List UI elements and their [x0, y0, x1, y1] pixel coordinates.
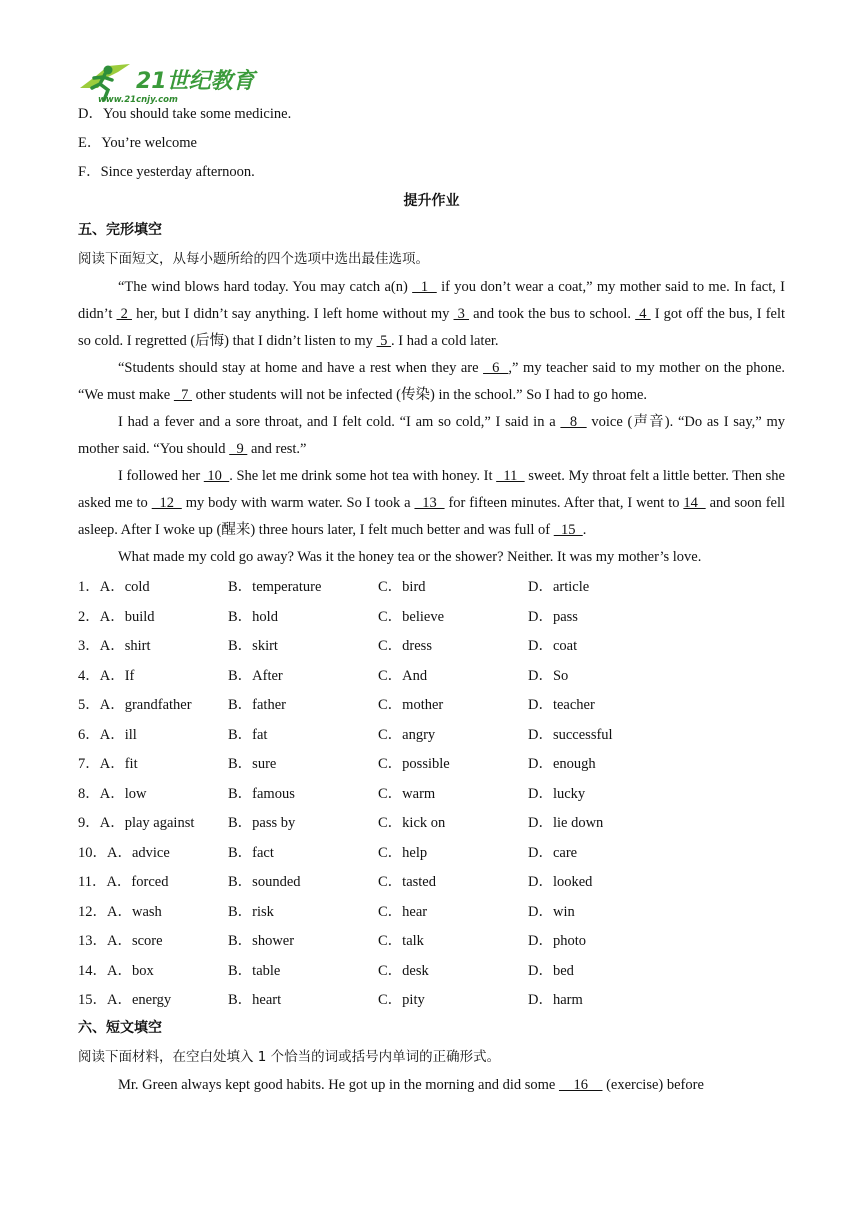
option-d: D．teacher: [528, 697, 595, 714]
option-a: 11．A．forced: [78, 874, 169, 891]
option-b: B．fact: [228, 844, 274, 861]
answer-blank: 15: [553, 522, 583, 538]
answer-blank: 5: [376, 333, 392, 349]
previous-option-f: F．Since yesterday afternoon.: [78, 164, 255, 180]
option-b: B．After: [228, 667, 283, 684]
passage-paragraph: “The wind blows hard today. You may catch a(n) 1 if you don’t wear a coat,” my mother said to me. In fact, I didn’t 2 her, but I didn’t say anything. I left home without my 3 and took the bus to school. 4 I got off the bus, I felt so cold. I regretted (后悔) that I didn’t listen to my 5 . I had a cold later.: [78, 279, 786, 349]
option-d: D．pass: [528, 608, 578, 625]
option-a: 2．A．build: [78, 608, 155, 625]
option-c: C．And: [378, 667, 428, 684]
option-a: 1．A．cold: [78, 579, 150, 596]
question-row: [78, 601, 785, 631]
logo-brand-text: 21世纪教育: [136, 69, 255, 94]
answer-blank: 6: [483, 360, 509, 376]
option-d: D．So: [528, 667, 569, 684]
option-c: C．believe: [378, 608, 445, 625]
option-d: D．article: [528, 579, 590, 596]
question-row: [78, 807, 785, 837]
option-a: 5．A．grandfather: [78, 697, 192, 714]
answer-blank: 7: [173, 387, 192, 403]
option-d: D．looked: [528, 874, 593, 891]
passage-paragraph: What made my cold go away? Was it the honey tea or the shower? Neither. It was my mother’s love.: [118, 549, 702, 565]
option-c: C．angry: [378, 726, 436, 743]
question-row: [78, 719, 785, 749]
passage-paragraph: “Students should stay at home and have a rest when they are 6 ,” my teacher said to my mother on the phone. “We must make 7 other students will not be infected (传染) in the school.” So I had to go home.: [78, 360, 786, 403]
question-row: [78, 925, 785, 955]
question-row: [78, 984, 785, 1014]
option-c: C．tasted: [378, 874, 436, 891]
question-row: [78, 571, 785, 601]
option-c: C．warm: [378, 785, 436, 802]
option-a: 4．A．If: [78, 667, 135, 684]
option-b: B．shower: [228, 933, 295, 950]
option-a: 9．A．play against: [78, 815, 195, 832]
question-row: [78, 660, 785, 690]
option-a: 12．A．wash: [78, 903, 162, 920]
answer-blank: 12: [151, 495, 182, 511]
option-a: 10．A．advice: [78, 844, 170, 861]
options-table: [78, 571, 785, 1014]
option-c: C．talk: [378, 933, 424, 950]
cloze-passage: [78, 274, 785, 571]
option-d: D．harm: [528, 992, 583, 1009]
option-b: B．sure: [228, 756, 277, 773]
option-a: 3．A．shirt: [78, 638, 151, 655]
option-a: 14．A．box: [78, 962, 154, 979]
part5-instruction: 阅读下面短文，从每小题所给的四个选项中选出最佳选项。: [78, 251, 429, 267]
option-a: 8．A．low: [78, 785, 147, 802]
option-b: B．sounded: [228, 874, 301, 891]
answer-blank: 14: [683, 495, 706, 511]
option-c: C．bird: [378, 579, 426, 596]
option-c: C．kick on: [378, 815, 446, 832]
answer-blank: 1: [412, 279, 437, 295]
option-b: B．pass by: [228, 815, 296, 832]
option-a: 13．A．score: [78, 933, 163, 950]
option-a: 6．A．ill: [78, 726, 137, 743]
question-row: [78, 866, 785, 896]
logo-url-text: www.21cnjy.com: [98, 95, 178, 105]
document-body: [78, 100, 785, 1099]
part5-heading: 五、完形填空: [78, 222, 162, 238]
question-row: [78, 748, 785, 778]
section-title: 提升作业: [403, 193, 460, 209]
option-b: B．famous: [228, 785, 295, 802]
question-row: [78, 689, 785, 719]
option-c: C．help: [378, 844, 428, 861]
option-d: D．lie down: [528, 815, 604, 832]
answer-blank: 2: [116, 306, 132, 322]
option-c: C．pity: [378, 992, 425, 1009]
option-d: D．enough: [528, 756, 596, 773]
answer-blank: 11: [496, 468, 525, 484]
option-b: B．skirt: [228, 638, 278, 655]
option-b: B．temperature: [228, 579, 322, 596]
option-d: D．bed: [528, 962, 574, 979]
option-d: D．photo: [528, 933, 586, 950]
option-d: D．lucky: [528, 785, 586, 802]
option-d: D．win: [528, 903, 575, 920]
option-b: B．fat: [228, 726, 268, 743]
option-c: C．possible: [378, 756, 450, 773]
option-d: D．coat: [528, 638, 578, 655]
option-c: C．desk: [378, 962, 429, 979]
question-row: [78, 630, 785, 660]
option-a: 7．A．fit: [78, 756, 138, 773]
option-c: C．hear: [378, 903, 428, 920]
answer-blank: 8: [560, 414, 587, 430]
answer-blank: 9: [229, 441, 248, 457]
answer-blank: 10: [203, 468, 230, 484]
answer-blank: 16: [558, 1076, 603, 1093]
part6-passage: Mr. Green always kept good habits. He got up in the morning and did some 16 (exercise) before: [118, 1076, 704, 1093]
option-b: B．table: [228, 962, 281, 979]
passage-paragraph: I had a fever and a sore throat, and I felt cold. “I am so cold,” I said in a 8 voice (声音). “Do as I say,” my mother said. “You should 9 and rest.”: [78, 414, 785, 457]
option-b: B．risk: [228, 903, 274, 920]
part6-heading: 六、短文填空: [78, 1019, 162, 1036]
option-d: D．successful: [528, 726, 613, 743]
option-b: B．hold: [228, 608, 278, 625]
option-d: D．care: [528, 844, 578, 861]
previous-option-e: E．You’re welcome: [78, 135, 197, 151]
option-b: B．heart: [228, 992, 282, 1009]
answer-blank: 13: [414, 495, 445, 511]
question-row: [78, 896, 785, 926]
part6-instruction: 阅读下面材料，在空白处填入 1 个恰当的词或括号内单词的正确形式。: [78, 1048, 501, 1065]
question-row: [78, 955, 785, 985]
previous-option-d: D．You should take some medicine.: [78, 106, 292, 122]
answer-blank: 4: [635, 306, 651, 322]
passage-paragraph: I followed her 10 . She let me drink some hot tea with honey. It 11 sweet. My throat felt a little better. Then she asked me to 12 my body with warm water. So I took a 13 for fifteen minutes. After that, I went to 14 and soon fell asleep. After I woke up (醒来) three hours later, I felt much better and was full of 15 .: [78, 468, 786, 538]
option-b: B．father: [228, 697, 286, 714]
option-c: C．mother: [378, 697, 444, 714]
answer-blank: 3: [453, 306, 470, 322]
question-row: [78, 837, 785, 867]
option-c: C．dress: [378, 638, 432, 655]
question-row: [78, 778, 785, 808]
option-a: 15．A．energy: [78, 992, 172, 1009]
